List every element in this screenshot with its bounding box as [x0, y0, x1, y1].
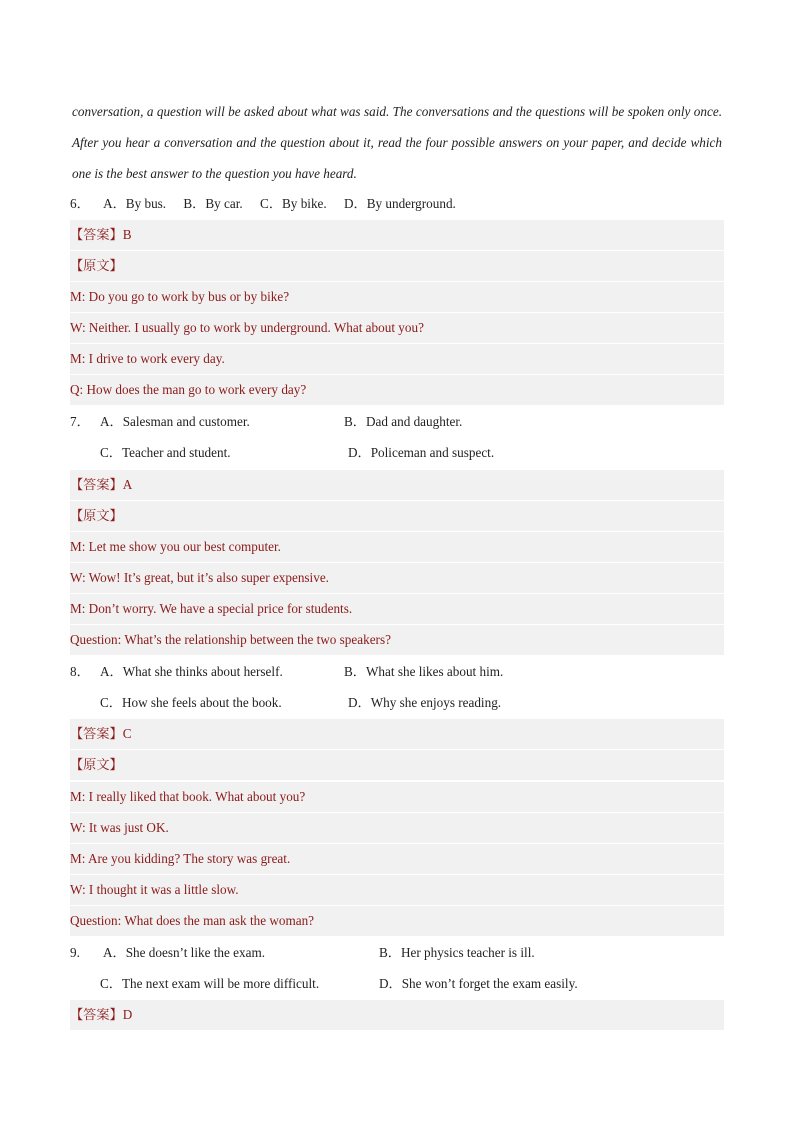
question-8-answer	[70, 719, 724, 749]
script-label: 【原文】	[70, 258, 123, 273]
script-line: W: Wow! It’s great, but it’s also super expensive.	[70, 563, 724, 593]
script-line: Question: What’s the relationship between the two speakers?	[70, 625, 724, 655]
script-line: M: Let me show you our best computer.	[70, 532, 724, 562]
question-7-options-row2	[70, 438, 724, 468]
question-number: 7．	[70, 414, 90, 429]
question-number: 9.	[70, 945, 80, 960]
question-6-answer	[70, 220, 724, 250]
question-number: 6．	[70, 196, 90, 211]
answer-value: A	[122, 477, 133, 492]
option-d: D．Policeman and suspect.	[348, 445, 495, 460]
script-line: Q: How does the man go to work every day?	[70, 375, 724, 405]
question-6-script-label	[70, 251, 724, 281]
answer-value: C	[122, 726, 132, 741]
question-6-options	[70, 189, 724, 219]
instructions-paragraph	[72, 96, 722, 189]
script-label: 【原文】	[70, 508, 123, 523]
question-9-answer	[70, 1000, 724, 1030]
question-8-options-row2	[70, 688, 724, 718]
question-7-answer	[70, 470, 724, 500]
script-line: M: Are you kidding? The story was great.	[70, 844, 724, 874]
script-line: Question: What does the man ask the woman?	[70, 906, 724, 936]
script-line: W: Neither. I usually go to work by underground. What about you?	[70, 313, 724, 343]
answer-label: 【答案】	[70, 477, 123, 492]
answer-label: 【答案】	[70, 726, 123, 741]
question-8-script-label	[70, 750, 724, 780]
script-line: M: I really liked that book. What about you?	[70, 782, 724, 812]
instructions-text: conversation, a question will be asked about what was said. The conversations and the questions will be spoken only once. After you hear a conversation and the question about it, read the four possible answers on your paper, and decide which one is the best answer to the question you have heard.	[72, 104, 722, 181]
option-b: B．Her physics teacher is ill.	[379, 945, 535, 960]
option-a: A．She doesn’t like the exam.	[103, 945, 266, 960]
answer-label: 【答案】	[70, 227, 123, 242]
option-d: D．She won’t forget the exam easily.	[379, 976, 578, 991]
script-line: W: I thought it was a little slow.	[70, 875, 724, 905]
option-c: C．The next exam will be more difficult.	[100, 976, 320, 991]
option-c: C．How she feels about the book.	[100, 695, 282, 710]
option-a: A．What she thinks about herself.	[100, 664, 283, 679]
script-line: M: Do you go to work by bus or by bike?	[70, 282, 724, 312]
option-d: D．Why she enjoys reading.	[348, 695, 502, 710]
option-c: C．By bike.	[260, 196, 327, 211]
script-label: 【原文】	[70, 757, 123, 772]
option-b: B．Dad and daughter.	[344, 414, 463, 429]
answer-value: D	[122, 1007, 133, 1022]
option-d: D．By underground.	[344, 196, 456, 211]
answer-value: B	[122, 227, 132, 242]
question-7-script-label	[70, 501, 724, 531]
option-a: A．By bus.	[103, 196, 167, 211]
answer-label: 【答案】	[70, 1007, 123, 1022]
question-9-options-row1	[70, 938, 724, 968]
script-line: M: Don’t worry. We have a special price for students.	[70, 594, 724, 624]
option-c: C．Teacher and student.	[100, 445, 231, 460]
question-9-options-row2	[70, 969, 724, 999]
option-b: B．What she likes about him.	[344, 664, 504, 679]
script-line: W: It was just OK.	[70, 813, 724, 843]
script-line: M: I drive to work every day.	[70, 344, 724, 374]
question-number: 8．	[70, 664, 90, 679]
option-b: B．By car.	[183, 196, 243, 211]
option-a: A．Salesman and customer.	[100, 414, 250, 429]
question-7-options-row1	[70, 407, 724, 437]
question-8-options-row1	[70, 657, 724, 687]
